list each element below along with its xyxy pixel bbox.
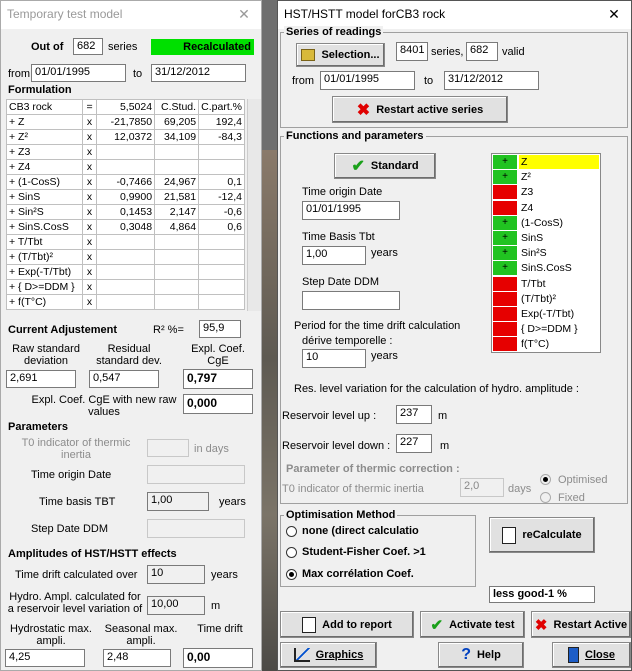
- formulation-row[interactable]: [7, 250, 245, 265]
- formulation-cstud-cell: 24,967: [155, 175, 199, 190]
- right-ddm-label: Step Date DDM: [302, 276, 380, 288]
- formulation-cstud-cell: 34,109: [155, 130, 199, 145]
- selection-button-label: Selection...: [321, 49, 380, 61]
- function-state-marker[interactable]: +: [493, 216, 517, 230]
- hydrostatic-field: 4,25: [5, 649, 85, 667]
- formulation-cpart-cell: -0,6: [199, 205, 245, 220]
- formulation-coef-cell: 12,0372: [97, 130, 155, 145]
- function-name: Z3: [521, 186, 534, 199]
- function-item[interactable]: [493, 246, 600, 261]
- function-name: f(T°C): [521, 338, 550, 351]
- formulation-name-cell: CB3 rock: [7, 100, 83, 115]
- formulation-row[interactable]: [7, 235, 245, 250]
- formulation-table: [6, 99, 245, 310]
- close-label: Close: [585, 649, 615, 661]
- formulation-name-cell: + (T/Tbt)²: [7, 250, 83, 265]
- left-from-field: 01/01/1995: [31, 64, 126, 82]
- timedrift-field: 0,00: [183, 648, 253, 668]
- function-item[interactable]: [493, 216, 600, 231]
- thermic-t0-label: T0 indicator of thermic inertia: [282, 483, 424, 495]
- right-tbt-label: Time Basis Tbt: [302, 231, 375, 243]
- right-origin-label: Time origin Date: [302, 186, 383, 198]
- formulation-cpart-cell: -84,3: [199, 130, 245, 145]
- left-ddm-field: [147, 519, 245, 538]
- formulation-row[interactable]: [7, 190, 245, 205]
- formulation-coef-cell: 0,3048: [97, 220, 155, 235]
- formulation-cpart-cell: [199, 235, 245, 250]
- t0-unit: in days: [194, 443, 229, 455]
- left-to-field: 31/12/2012: [151, 64, 246, 82]
- formulation-cstud-cell: 2,147: [155, 205, 199, 220]
- formulation-cpart-cell: [199, 280, 245, 295]
- function-item[interactable]: [493, 201, 600, 216]
- optimised-label: Optimised: [558, 474, 608, 486]
- formulation-op-cell: x: [83, 265, 97, 280]
- graphics-button[interactable]: [280, 642, 377, 668]
- formulation-coef-cell: [97, 235, 155, 250]
- formulation-cpart-cell: -12,4: [199, 190, 245, 205]
- calculator-icon: [502, 527, 516, 544]
- formulation-coef-cell: 0,1453: [97, 205, 155, 220]
- right-close-icon[interactable]: ✕: [608, 6, 620, 22]
- x-icon: ✖: [356, 101, 371, 119]
- formulation-cpart-cell: [199, 145, 245, 160]
- temporary-test-model-window: [0, 0, 262, 671]
- formulation-cstud-cell: 21,581: [155, 190, 199, 205]
- formulation-op-cell: x: [83, 160, 97, 175]
- fixed-radio: [540, 492, 551, 503]
- function-state-marker[interactable]: [493, 307, 517, 321]
- function-item[interactable]: [493, 322, 600, 337]
- formulation-row[interactable]: [7, 220, 245, 235]
- folder-icon: [301, 49, 315, 61]
- left-to-label: to: [133, 68, 143, 80]
- formulation-op-cell: =: [83, 100, 97, 115]
- graphics-label: Graphics: [315, 649, 364, 661]
- status-recalculated: Recalculated: [151, 39, 254, 55]
- formulation-row[interactable]: [7, 175, 245, 190]
- formulation-coef-cell: [97, 250, 155, 265]
- opt-none-radio[interactable]: [286, 526, 297, 537]
- formulation-cstud-cell: [155, 265, 199, 280]
- function-item[interactable]: [493, 307, 600, 322]
- thermic-t0-unit: days: [508, 483, 532, 495]
- help-label: Help: [476, 649, 501, 661]
- selection-button[interactable]: [296, 43, 385, 67]
- function-item[interactable]: [493, 261, 600, 276]
- formulation-row[interactable]: [7, 115, 245, 130]
- add-report-label: Add to report: [322, 618, 392, 631]
- formulation-op-cell: x: [83, 145, 97, 160]
- time-drift-field: 10: [147, 565, 205, 584]
- left-tbt-field: 1,00: [147, 492, 209, 511]
- formulation-cstud-cell: [155, 145, 199, 160]
- right-tbt-field[interactable]: 1,00: [302, 246, 366, 265]
- formulation-coef-cell: [97, 295, 155, 310]
- optimised-radio: [540, 474, 551, 485]
- res-level-label: Res. level variation for the calculation of hydro. amplitude :: [294, 383, 579, 395]
- right-window-title: HST/HSTT model forCB3 rock: [284, 7, 446, 21]
- amplitudes-title: Amplitudes of HST/HSTT effects: [8, 548, 177, 560]
- function-name: (T/Tbt)²: [521, 292, 556, 305]
- function-name: Sin²S: [521, 247, 547, 260]
- formulation-name-cell: + T/Tbt: [7, 235, 83, 250]
- formulation-cpart-cell: [199, 295, 245, 310]
- function-item[interactable]: [493, 231, 600, 246]
- check-icon: ✔: [351, 158, 365, 175]
- left-ddm-label: Step Date DDM: [31, 523, 109, 535]
- restart-active-button[interactable]: [531, 611, 631, 638]
- formulation-op-cell: x: [83, 130, 97, 145]
- graph-icon: [294, 648, 310, 662]
- right-titlebar: [278, 1, 631, 29]
- formulation-cstud-cell: [155, 160, 199, 175]
- formulation-coef-cell: [97, 160, 155, 175]
- formulation-row[interactable]: [7, 160, 245, 175]
- formulation-op-cell: x: [83, 115, 97, 130]
- activate-check-icon: ✔: [430, 616, 444, 634]
- seasonal-field: 2,48: [103, 649, 171, 667]
- formulation-op-cell: x: [83, 175, 97, 190]
- standard-button[interactable]: [334, 153, 436, 179]
- raw-std-field: 2,691: [6, 370, 76, 388]
- formulation-op-cell: x: [83, 205, 97, 220]
- formulation-op-cell: x: [83, 280, 97, 295]
- formulation-row[interactable]: [7, 205, 245, 220]
- close-button[interactable]: [552, 642, 631, 668]
- recalculate-button[interactable]: [489, 517, 595, 553]
- opt-student-label[interactable]: Student-Fisher Coef. >1: [302, 546, 426, 558]
- function-state-marker[interactable]: [493, 185, 517, 199]
- formulation-title: Formulation: [8, 84, 72, 96]
- less-good-field: less good-1 %: [489, 586, 595, 603]
- function-item[interactable]: [493, 337, 600, 352]
- function-item[interactable]: [493, 170, 600, 185]
- function-state-marker[interactable]: +: [493, 246, 517, 260]
- formulation-name-cell: + f(T°C): [7, 295, 83, 310]
- formulation-coef-cell: [97, 265, 155, 280]
- function-state-marker[interactable]: +: [493, 231, 517, 245]
- out-of-field: 682: [73, 38, 103, 55]
- raw-std-label: Raw standard deviation: [12, 343, 80, 367]
- resid-std-label: Residual standard dev.: [96, 343, 162, 367]
- formulation-coef-cell: -0,7466: [97, 175, 155, 190]
- formulation-coef-cell: [97, 145, 155, 160]
- formulation-name-cell: + SinS.CosS: [7, 220, 83, 235]
- formulation-cstud-cell: [155, 280, 199, 295]
- expl-coef-new-field: 0,000: [183, 394, 253, 414]
- restart-active-label: Restart Active: [553, 618, 628, 631]
- formulation-row[interactable]: [7, 130, 245, 145]
- opt-max-radio[interactable]: [286, 569, 297, 580]
- opt-max-label[interactable]: Max corrélation Coef.: [302, 568, 414, 580]
- formulation-name-cell: + Z4: [7, 160, 83, 175]
- standard-label: Standard: [370, 160, 419, 172]
- function-name: { D>=DDM }: [521, 323, 578, 336]
- formulation-cstud-cell: 69,205: [155, 115, 199, 130]
- formulation-op-cell: x: [83, 250, 97, 265]
- opt-student-radio[interactable]: [286, 547, 297, 558]
- activate-label: Activate test: [449, 618, 515, 631]
- period-unit: years: [371, 350, 398, 362]
- timedrift-label: Time drift: [197, 623, 243, 635]
- period-label-1: Period for the time drift calculation: [294, 320, 461, 332]
- series-count-field: 8401: [396, 42, 428, 61]
- current-adjustment-title: Current Adjustement: [8, 324, 117, 336]
- formulation-op-cell: x: [83, 295, 97, 310]
- formulation-op-cell: x: [83, 190, 97, 205]
- formulation-cstud-cell: [155, 250, 199, 265]
- restart-series-label: Restart active series: [376, 103, 484, 116]
- left-from-label: from: [8, 68, 30, 80]
- hydro-ampl-label: Hydro. Ampl. calculated for a reservoir level variation of: [7, 591, 143, 615]
- right-to-field: 31/12/2012: [444, 71, 539, 90]
- formulation-cstud-cell: 4,864: [155, 220, 199, 235]
- function-state-marker[interactable]: [493, 277, 517, 291]
- formulation-cstud-cell: [155, 295, 199, 310]
- res-up-unit: m: [438, 410, 448, 422]
- formulation-op-cell: x: [83, 220, 97, 235]
- formulation-coef-cell: -21,7850: [97, 115, 155, 130]
- function-name: Z: [519, 155, 599, 169]
- fixed-label: Fixed: [558, 492, 585, 504]
- function-item[interactable]: [493, 155, 600, 170]
- hydro-ampl-field: 10,00: [147, 596, 205, 615]
- series-title: Series of readings: [286, 26, 382, 38]
- t0-label: T0 indicator of thermic inertia: [21, 437, 131, 461]
- function-name: SinS: [521, 232, 544, 244]
- formulation-name-cell: + Z: [7, 115, 83, 130]
- left-window-title: Temporary test model: [7, 7, 123, 21]
- function-state-marker[interactable]: [493, 201, 517, 215]
- function-name: Z4: [521, 201, 534, 214]
- left-tbt-label: Time basis TBT: [39, 496, 116, 508]
- formulation-cpart-cell: [199, 250, 245, 265]
- time-drift-label: Time drift calculated over: [15, 569, 138, 581]
- function-state-marker[interactable]: [493, 322, 517, 336]
- right-tbt-unit: years: [371, 247, 398, 259]
- hydro-ampl-unit: m: [211, 600, 221, 612]
- formulation-cpart-cell: C.part.%: [199, 100, 245, 115]
- recalculate-label: reCalculate: [522, 529, 582, 541]
- formulation-cpart-cell: 0,6: [199, 220, 245, 235]
- formulation-cpart-cell: [199, 265, 245, 280]
- left-close-icon[interactable]: ✕: [238, 6, 250, 22]
- valid-count-field: 682: [466, 42, 498, 61]
- expl-coef-new-label: Expl. Coef. CgE with new raw values: [31, 394, 177, 418]
- function-state-marker[interactable]: +: [493, 261, 517, 275]
- formulation-coef-cell: [97, 280, 155, 295]
- seasonal-label: Seasonal max. ampli.: [104, 623, 178, 647]
- formulation-coef-cell: 0,9900: [97, 190, 155, 205]
- formulation-name-cell: + Sin²S: [7, 205, 83, 220]
- right-ddm-field[interactable]: [302, 291, 400, 310]
- formulation-name-cell: + Exp(-T/Tbt): [7, 265, 83, 280]
- function-state-marker[interactable]: [493, 337, 517, 351]
- time-drift-unit: years: [211, 569, 238, 581]
- right-from-field: 01/01/1995: [320, 71, 415, 90]
- function-item[interactable]: [493, 185, 600, 200]
- formulation-row[interactable]: [7, 280, 245, 295]
- period-label-2: dérive temporelle :: [302, 335, 393, 347]
- formulation-name-cell: + (1-CosS): [7, 175, 83, 190]
- optimisation-title: Optimisation Method: [286, 509, 396, 521]
- formulation-cstud-cell: [155, 235, 199, 250]
- right-to-label: to: [424, 75, 434, 87]
- function-item[interactable]: [493, 292, 600, 307]
- r2-label: R² %=: [153, 324, 184, 336]
- parameters-title: Parameters: [8, 421, 68, 433]
- right-from-label: from: [292, 75, 314, 87]
- series-count-label: series,: [431, 46, 464, 58]
- resid-std-field: 0,547: [89, 370, 159, 388]
- restart-series-button[interactable]: [332, 96, 508, 123]
- out-of-label: Out of: [31, 41, 64, 53]
- function-name: SinS.CosS: [521, 262, 572, 275]
- help-button[interactable]: [438, 642, 524, 668]
- t0-field: [147, 439, 189, 457]
- formulation-op-cell: x: [83, 235, 97, 250]
- formulation-row[interactable]: [7, 295, 245, 310]
- period-field[interactable]: 10: [302, 349, 366, 368]
- out-of-series-label: series: [108, 41, 138, 53]
- add-report-button[interactable]: [280, 611, 414, 638]
- function-name: (1-CosS): [521, 216, 564, 229]
- hydrostatic-label: Hydrostatic max. ampli.: [10, 623, 92, 647]
- function-name: Z²: [521, 171, 531, 184]
- expl-coef-field: 0,797: [183, 369, 253, 389]
- right-origin-field[interactable]: 01/01/1995: [302, 201, 400, 220]
- formulation-row[interactable]: [7, 145, 245, 160]
- function-state-marker[interactable]: +: [493, 170, 517, 184]
- left-origin-field: [147, 465, 245, 484]
- formulation-cpart-cell: [199, 160, 245, 175]
- thermic-title: Parameter of thermic correction :: [286, 463, 460, 475]
- activate-test-button[interactable]: [420, 611, 525, 638]
- res-down-label: Reservoir level down :: [282, 440, 391, 452]
- expl-coef-label: Expl. Coef. CgE: [191, 343, 245, 367]
- help-icon: ?: [461, 646, 471, 663]
- res-up-field[interactable]: 237: [396, 405, 432, 424]
- r2-field: 95,9: [199, 320, 241, 338]
- opt-none-label[interactable]: none (direct calculatio: [302, 525, 419, 537]
- formulation-name-cell: + { D>=DDM }: [7, 280, 83, 295]
- thermic-t0-field: 2,0: [460, 478, 504, 497]
- formulation-name-cell: + Z3: [7, 145, 83, 160]
- restart-x-icon: ✖: [534, 616, 548, 634]
- res-down-unit: m: [440, 440, 450, 452]
- formulation-coef-cell: 5,5024: [97, 100, 155, 115]
- formulation-name-cell: + Z²: [7, 130, 83, 145]
- function-state-marker[interactable]: [493, 292, 517, 306]
- left-tbt-unit: years: [219, 496, 246, 508]
- left-origin-label: Time origin Date: [31, 469, 112, 481]
- formulation-name-cell: + SinS: [7, 190, 83, 205]
- formulation-row[interactable]: [7, 100, 245, 115]
- left-titlebar: [1, 1, 261, 29]
- door-icon: [568, 647, 579, 663]
- left-scrollbar[interactable]: [247, 99, 261, 311]
- res-up-label: Reservoir level up :: [282, 410, 377, 422]
- function-item[interactable]: [493, 277, 600, 292]
- res-down-field[interactable]: 227: [396, 434, 432, 453]
- function-name: Exp(-T/Tbt): [521, 308, 575, 320]
- functions-title: Functions and parameters: [286, 130, 424, 142]
- report-icon: [302, 617, 316, 633]
- valid-label: valid: [502, 46, 525, 58]
- formulation-cpart-cell: 192,4: [199, 115, 245, 130]
- formulation-row[interactable]: [7, 265, 245, 280]
- functions-list[interactable]: [491, 153, 601, 353]
- formulation-cpart-cell: 0,1: [199, 175, 245, 190]
- function-state-marker[interactable]: +: [493, 155, 517, 169]
- function-name: T/Tbt: [521, 277, 546, 290]
- formulation-cstud-cell: C.Stud.: [155, 100, 199, 115]
